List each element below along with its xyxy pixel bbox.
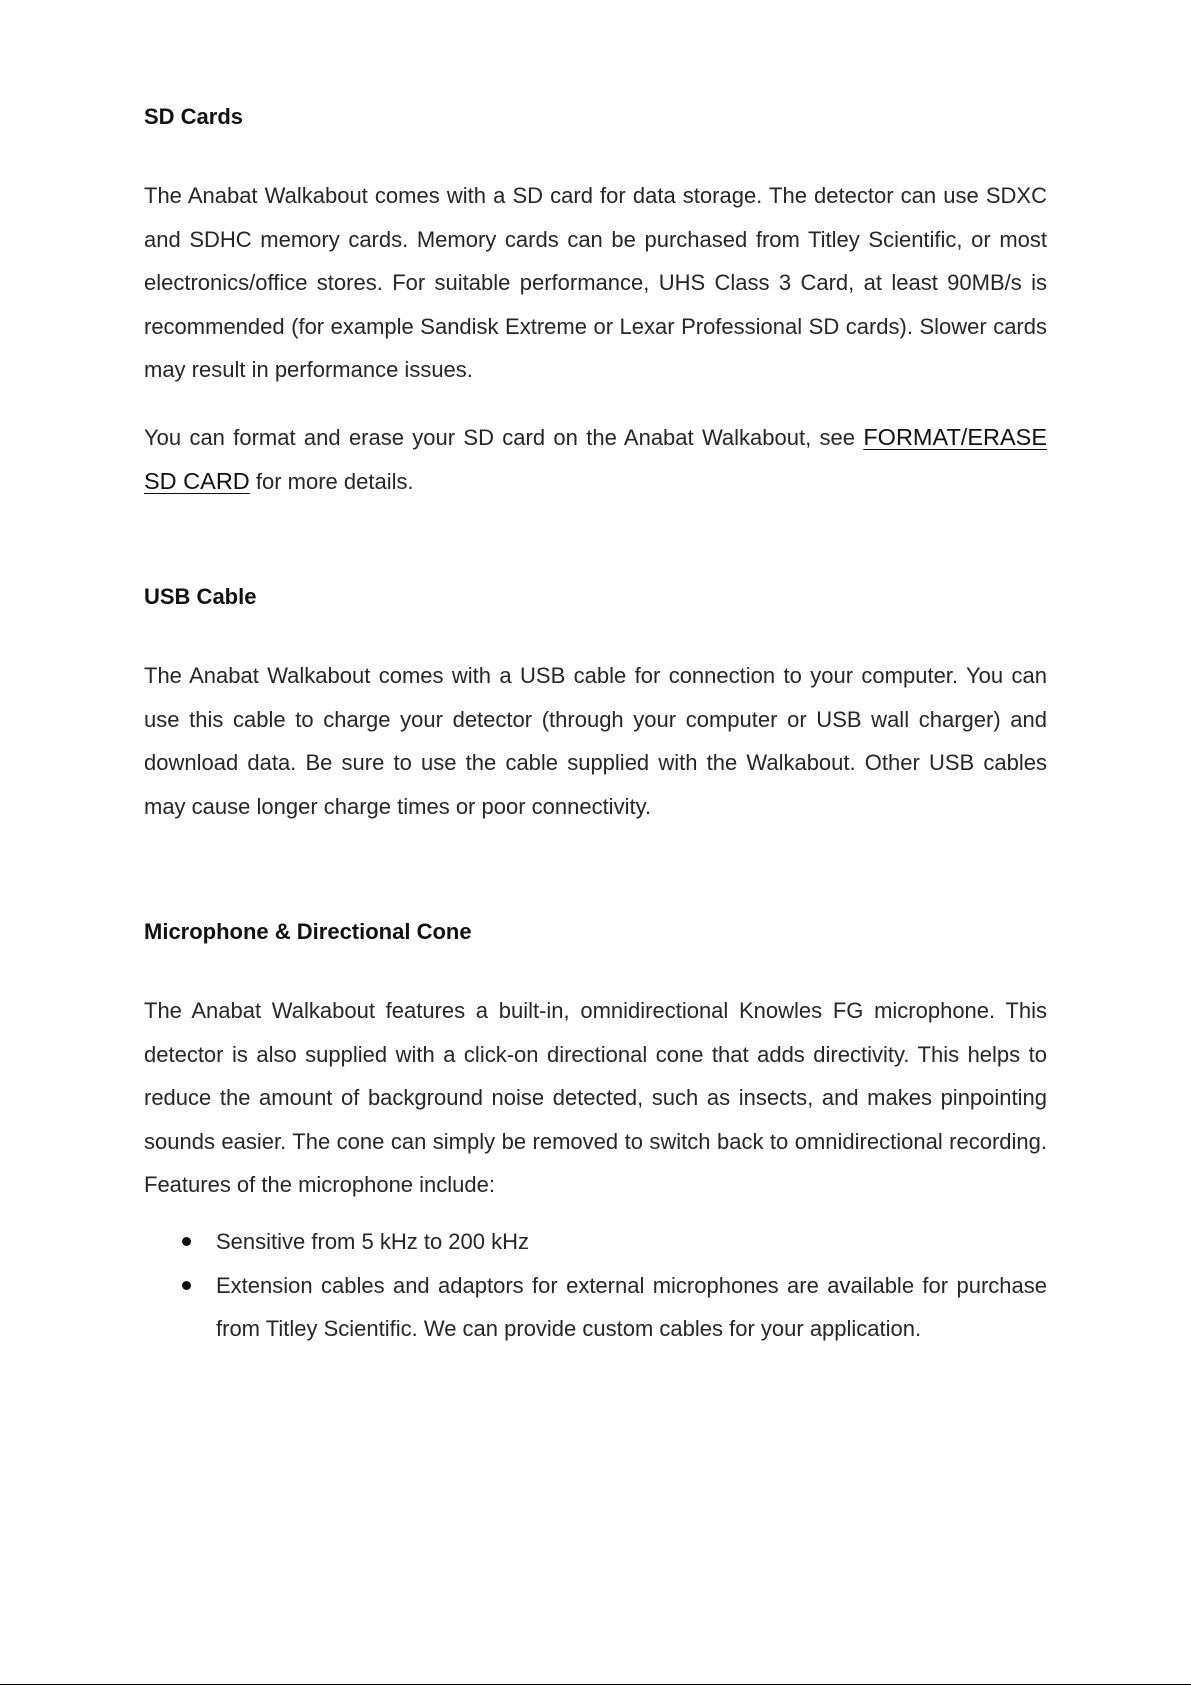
microphone-features-list [144,1220,1047,1351]
format-erase-sd-card-link[interactable]: FORMAT/ERASE SD CARD [144,424,1047,494]
section-heading-usb-cable: USB Cable [144,584,257,609]
format-paragraph-text-after: for more details. [249,468,414,494]
usb-cable-paragraph: The Anabat Walkabout comes with a USB cable for connection to your computer. You can use this cable to charge your detector (through your computer or USB wall charger) and download data. Be sure to use the cable supplied with the Walkabout. Other USB cables may cause longer charge times or poor connectivity. [144,663,1047,819]
bullet-dot-icon [182,1237,191,1246]
section-heading-sd-cards: SD Cards [144,104,244,129]
sd-cards-paragraph: The Anabat Walkabout comes with a SD card for data storage. The detector can use SDXC and SDHC memory cards. Memory cards can be purchased from Titley Scientific, or most electronics/office stores. For suitable performance, UHS Class 3 Card, at least 90MB/s is recommended (for example Sandisk Extreme or Lexar Professional SD cards). Slower cards may result in performance issues. [144,183,1047,382]
format-paragraph-text-before: You can format and erase your SD card on the Anabat Walkabout, see [144,425,864,450]
list-item-text: Sensitive from 5 kHz to 200 kHz [216,1229,530,1254]
section-heading-microphone: Microphone & Directional Cone [144,919,472,944]
bullet-dot-icon [182,1281,191,1290]
microphone-paragraph: The Anabat Walkabout features a built-in, omnidirectional Knowles FG microphone. This detector is also supplied with a click-on directional cone that adds directivity. This helps to reduce the amount of background noise detected, such as insects, and makes pinpointing sounds easier. The cone can simply be removed to switch back to omnidirectional recording. Features of the microphone include: [144,998,1047,1197]
list-item-text: Extension cables and adaptors for external microphones are available for purchase from Titley Scientific. We can provide custom cables for your application. [216,1272,1047,1341]
list-item [144,1264,1047,1351]
sd-cards-format-paragraph [144,416,1047,503]
list-item [144,1220,1047,1264]
